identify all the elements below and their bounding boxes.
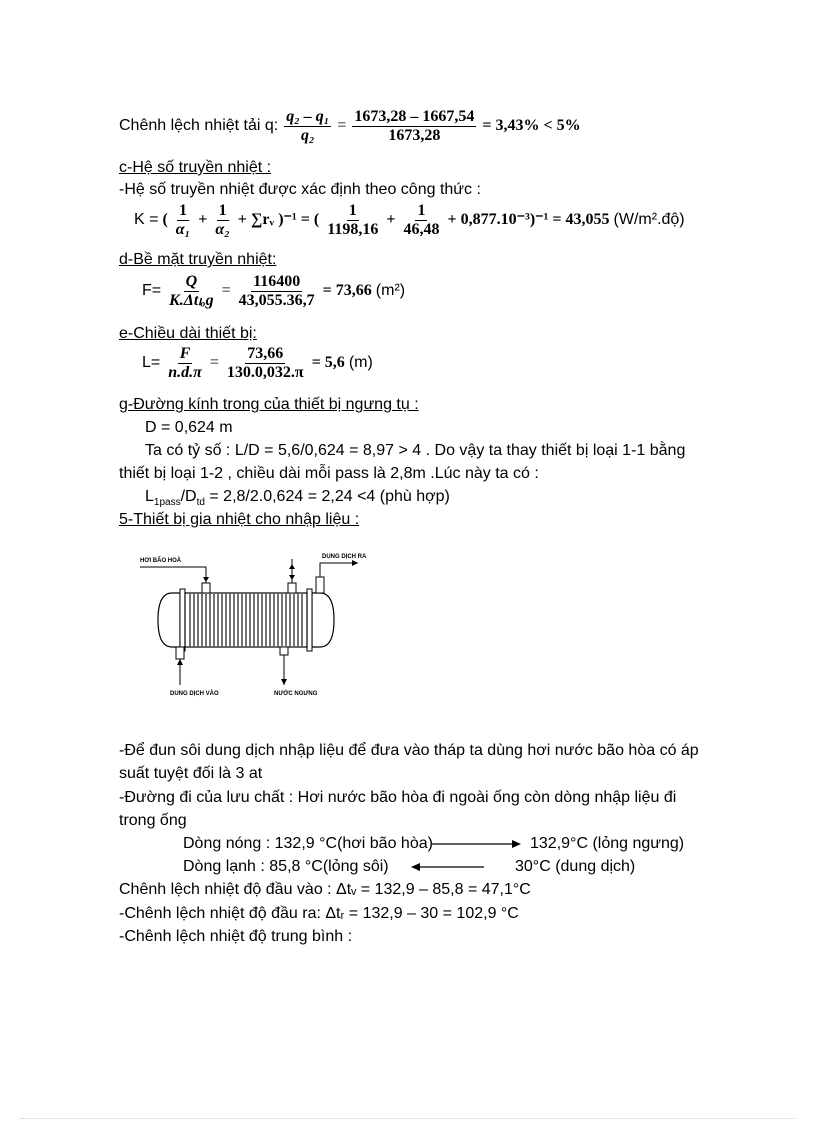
pass-d: /D	[180, 488, 197, 505]
surface-formula-line	[142, 272, 405, 310]
diameter-ratio-line1: Ta có tỷ số : L/D = 5,6/0,624 = 8,97 > 4 . Do vậy ta thay thiết bị loại 1-1 bằng	[145, 442, 686, 459]
heat-transfer-heading: c-Hệ số truyền nhiệt :	[119, 159, 272, 176]
diameter-heading: g-Đường kính trong của thiết bị ngưng tụ :	[119, 396, 419, 413]
k-v1-fraction	[325, 202, 380, 239]
k-alpha1-fraction	[174, 202, 192, 239]
preheater-para2-line2: trong ống	[119, 812, 187, 829]
preheater-para1-line2: suất tuyệt đối là 3 at	[119, 765, 263, 782]
surface-f-label: F=	[142, 282, 162, 299]
load-diff-eq: =	[337, 117, 347, 135]
heat-transfer-intro: -Hệ số truyền nhiệt được xác định theo công thức :	[119, 181, 481, 198]
hot-stream-right: 132,9°C (lỏng ngưng)	[530, 835, 685, 852]
surface-symbol-den: K.Δtₗₒg	[169, 291, 214, 309]
k-close-pow: )⁻¹ = (	[278, 211, 320, 228]
k-alpha2-num: 1	[218, 201, 227, 219]
surface-heading: d-Bề mặt truyền nhiệt:	[119, 251, 277, 268]
k-v2-fraction	[401, 202, 441, 239]
dt-inlet: Chênh lệch nhiệt độ đầu vào : Δtᵥ = 132,9 – 85,8 = 47,1°C	[119, 881, 531, 898]
surface-unit: (m²)	[375, 282, 406, 299]
k-label: K =	[134, 211, 159, 228]
surface-eq: =	[221, 282, 231, 299]
load-diff-fraction-num: q₂ – q₁	[286, 108, 330, 125]
preheater-para1-line1: -Để đun sôi dung dịch nhập liệu để đưa vào tháp ta dùng hơi nước bão hòa có áp	[119, 742, 699, 759]
load-diff-value-num: 1673,28 – 1667,54	[354, 108, 475, 125]
surface-value-num: 116400	[253, 272, 301, 290]
k-v2-den: 46,48	[403, 220, 440, 238]
length-unit: (m)	[348, 354, 373, 371]
length-formula-line	[142, 344, 373, 382]
cold-stream-arrow	[410, 862, 500, 872]
hot-stream-left: Dòng nóng : 132,9 °C(hơi bão hòa)	[183, 835, 433, 852]
load-diff-line	[119, 108, 581, 145]
preheater-heading: 5-Thiết bị gia nhiệt cho nhập liệu :	[119, 511, 360, 528]
surface-value-den: 43,055.36,7	[238, 291, 315, 309]
load-diff-fraction	[284, 108, 331, 145]
diameter-d-line: D = 0,624 m	[145, 419, 233, 436]
preheater-para2-line1: -Đường đi của lưu chất : Hơi nước bão hòa đi ngoài ống còn dòng nhập liệu đi	[119, 789, 677, 806]
hot-stream-arrow	[432, 839, 522, 849]
cold-stream-left: Dòng lạnh : 85,8 °C(lỏng sôi)	[183, 858, 389, 875]
surface-symbol-fraction	[167, 273, 216, 310]
k-plus: +	[198, 211, 208, 228]
pass-l: L	[145, 488, 154, 505]
pass-rest: = 2,8/2.0,624 = 2,24 <4 (phù hợp)	[204, 488, 450, 505]
dt-average: -Chênh lệch nhiệt độ trung bình :	[119, 928, 353, 945]
pass-sub-1pass: 1pass	[153, 497, 181, 509]
length-eq: =	[209, 354, 219, 371]
label-solution-in: DUNG DỊCH VÀO	[170, 691, 219, 697]
length-value-num: 73,66	[247, 344, 284, 362]
k-v1-den: 1198,16	[327, 220, 379, 238]
k-tail: + 0,877.10⁻³)⁻¹ = 43,055	[447, 211, 610, 228]
length-symbol-fraction	[166, 345, 204, 382]
load-diff-fraction-den: q₂	[301, 127, 315, 144]
diameter-ratio-line2: thiết bị loại 1-2 , chiều dài mỗi pass là 2,8m .Lúc này ta có :	[119, 465, 539, 482]
label-steam-in: HƠI BÃO HOÀ	[140, 558, 182, 564]
load-diff-label: Chênh lệch nhiệt tải q:	[119, 117, 279, 135]
length-value-den: 130.0,032.π	[226, 363, 304, 381]
load-diff-result: = 3,43% < 5%	[482, 117, 581, 135]
length-l-label: L=	[142, 354, 161, 371]
k-alpha1-num: 1	[179, 201, 188, 219]
heat-exchanger-svg	[130, 545, 360, 705]
surface-result: = 73,66	[322, 282, 372, 299]
dt-outlet: -Chênh lệch nhiệt độ đầu ra: Δtᵣ = 132,9 – 30 = 102,9 °C	[119, 905, 519, 922]
k-sum-term: + ∑rᵥ	[237, 211, 275, 228]
k-formula-line	[134, 200, 685, 240]
length-symbol-num: F	[179, 344, 191, 362]
page-bottom-rule	[20, 1118, 796, 1119]
k-alpha2-fraction	[213, 202, 231, 239]
heat-exchanger-diagram	[130, 545, 367, 705]
load-diff-value-den: 1673,28	[388, 127, 441, 144]
length-result: = 5,6	[311, 354, 345, 371]
surface-symbol-num: Q	[185, 272, 198, 290]
k-alpha2-den: α₂	[215, 220, 230, 238]
k-v2-num: 1	[417, 201, 426, 219]
k-plus-2: +	[386, 211, 396, 228]
length-value-fraction	[225, 345, 306, 382]
length-symbol-den: n.d.π	[168, 363, 202, 381]
k-v1-num: 1	[348, 201, 357, 219]
cold-stream-right: 30°C (dung dịch)	[515, 858, 636, 875]
pass-sub-td: td	[196, 497, 205, 509]
label-solution-out: DUNG DỊCH RA	[322, 554, 367, 560]
length-heading: e-Chiều dài thiết bị:	[119, 325, 257, 342]
k-open-paren: (	[162, 211, 168, 228]
load-diff-value-fraction	[352, 108, 476, 145]
surface-value-fraction	[237, 273, 317, 310]
k-unit: (W/m².độ)	[613, 211, 685, 228]
label-condensate: NƯỚC NGƯNG	[274, 691, 318, 697]
k-alpha1-den: α₁	[175, 220, 191, 238]
